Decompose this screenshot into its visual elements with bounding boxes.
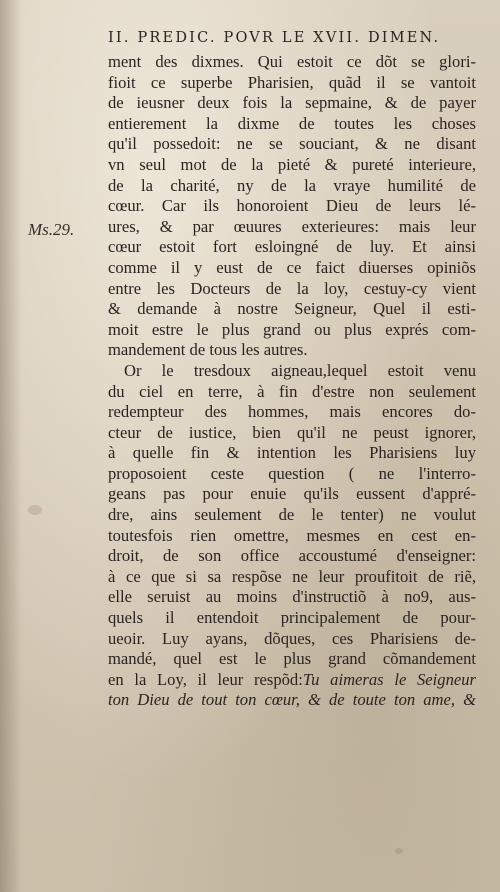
text-line-italic: ton Dieu de tout ton cœur, & de toute ton ame, &: [108, 690, 476, 710]
text-line: ueoir. Luy ayans, dõques, ces Pharisiens de-: [108, 628, 476, 648]
body-text: [108, 52, 476, 711]
text-line: redempteur des hommes, mais encores do-: [108, 402, 476, 422]
text-line: geans pas pour enuie qu'ils eussent d'appré-: [108, 484, 476, 504]
text-line: entierement la dixme de toutes les choses: [108, 113, 476, 133]
text-line: Or le tresdoux aigneau,lequel estoit venu: [124, 360, 476, 380]
text-line: de la charité, ny de la vraye humilité de: [108, 175, 476, 195]
text-line: fioit ce superbe Pharisien, quãd il se vantoit: [108, 72, 476, 92]
text-line: ures, & par œuures exterieures: mais leur: [108, 216, 476, 236]
paper-stain: [28, 505, 42, 515]
text-line: cteur de iustice, bien qu'il ne peust ignorer,: [108, 422, 476, 442]
text-line: à ce que si sa respõse ne leur proufitoit de riẽ,: [108, 566, 476, 586]
text-line-roman: en la Loy, il leur respõd:: [108, 669, 303, 689]
text-line: à quelle fin & intention les Pharisiens luy: [108, 443, 476, 463]
text-line: ment des dixmes. Qui estoit ce dõt se glori-: [108, 52, 476, 71]
text-line: & demande à nostre Seigneur, Quel il esti-: [108, 299, 476, 319]
text-line: cœur estoit fort esloingné de luy. Et ainsi: [108, 237, 476, 257]
text-line: vn seul mot de la pieté & pureté interieure,: [108, 154, 476, 174]
text-line: [108, 670, 476, 691]
running-head: II. PREDIC. POVR LE XVII. DIMEN.: [108, 30, 441, 46]
text-line: dre, ains seulement de le tenter) ne voulut: [108, 505, 476, 525]
margin-note: Ms.29.: [28, 220, 75, 239]
text-line: droit, de son office accoustumé d'enseigner:: [108, 546, 476, 566]
text-line: de ieusner deux fois la sepmaine, & de payer: [108, 93, 476, 113]
text-line: toutesfois rien omettre, mesmes en cest en-: [108, 525, 476, 545]
text-line: mandé, quel est le plus grand cõmandement: [108, 649, 476, 669]
text-line: mandement de tous les autres.: [108, 340, 308, 360]
text-line: du ciel en terre, à fin d'estre non seulement: [108, 381, 476, 401]
paper-stain: [395, 848, 403, 854]
text-line: qu'il possedoit: ne se souciant, & ne disant: [108, 134, 476, 154]
text-line: entre les Docteurs de la loy, cestuy-cy vient: [108, 278, 476, 298]
text-line: quels il entendoit principalement de pour-: [108, 608, 476, 628]
text-line: comme il y eust de ce faict diuerses opiniõs: [108, 257, 476, 277]
text-line-italic: Tu aimeras le Seigneur: [302, 669, 476, 689]
text-line: elle seruist au moins d'instructiõ à no9, aus-: [108, 587, 476, 607]
text-line: cœur. Car ils honoroient Dieu de leurs lé-: [108, 196, 476, 216]
text-line: moit estre le plus grand ou plus exprés com-: [108, 319, 476, 339]
text-line: [108, 690, 476, 711]
text-line: proposoient ceste question ( ne l'interro-: [108, 463, 476, 483]
